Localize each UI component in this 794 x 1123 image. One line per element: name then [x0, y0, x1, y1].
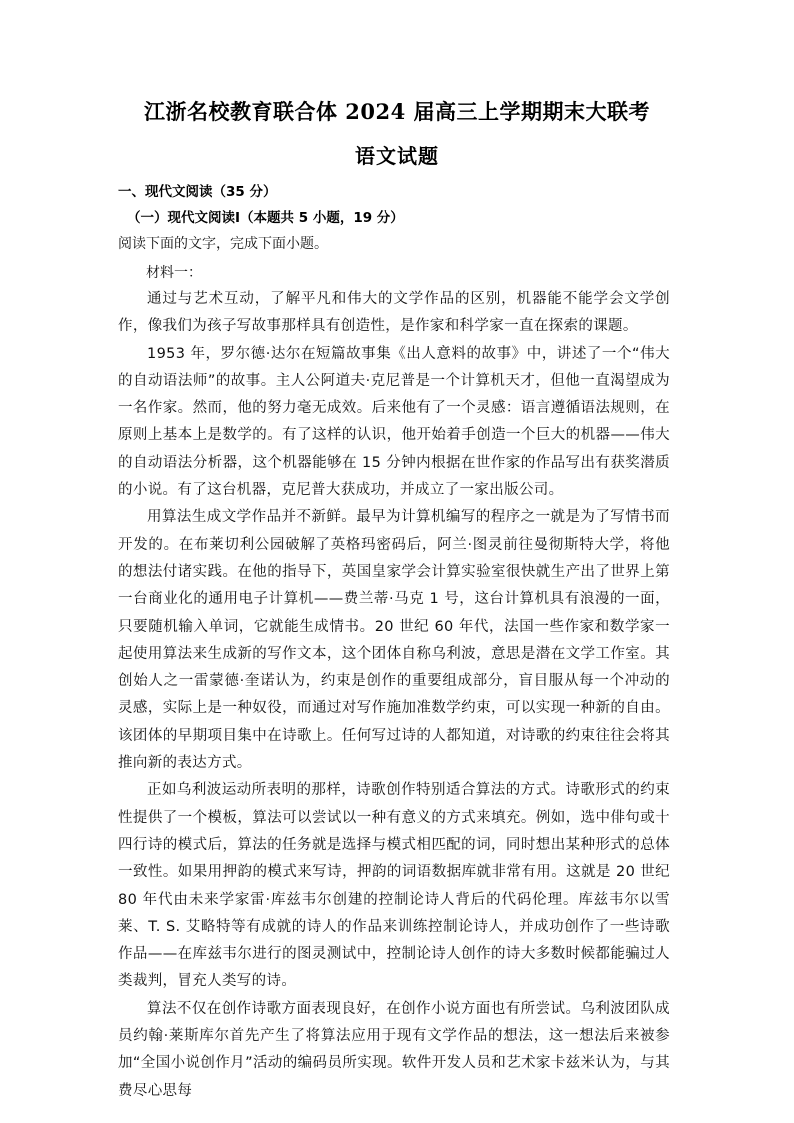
material-label: 材料一： — [146, 265, 202, 281]
document-title: 江浙名校教育联合体 2024 届高三上学期期末大联考 — [143, 99, 651, 124]
paragraph: 算法不仅在创作诗歌方面表现良好，在创作小说方面也有所尝试。乌利波团队成员约翰·莱斯库尔首先产生了将算法应用于现有文学作品的想法，这一想法后来被参加“全国小说创作月”活动的编码员所实现。软件开发人员和艺术家卡兹米认为，与其费尽心思每 — [118, 1000, 670, 1099]
document-subtitle: 语文试题 — [355, 144, 439, 168]
paragraph: 1953 年，罗尔德·达尔在短篇故事集《出人意料的故事》中，讲述了一个“伟大的自动语法师”的故事。主人公阿道夫·克尼普是一个计算机天才，但他一直渴望成为一名作家。然而，他的努力毫无成效。后来他有了一个灵感：语言遵循语法规则，在原则上基本上是数学的。有了这样的认识，他开始着手创造一个巨大的机器——伟大的自动语法分析器，这个机器能够在 15 分钟内根据在世作家的作品写出有获奖潜质的小说。有了这台机器，克尼普大获成功，并成立了一家出版公司。 — [118, 345, 670, 499]
passage-body — [118, 286, 670, 1105]
paragraph: 通过与艺术互动，了解平凡和伟大的文学作品的区别，机器能不能学会文学创作，像我们为孩子写故事那样具有创造性，是作家和科学家一直在探索的课题。 — [118, 291, 670, 335]
paragraph: 用算法生成文学作品并不新鲜。最早为计算机编写的程序之一就是为了写情书而开发的。在布莱切利公园破解了英格玛密码后，阿兰·图灵前往曼彻斯特大学，将他的想法付诸实践。在他的指导下，英国皇家学会计算实验室很快就生产出了世界上第一台商业化的通用电子计算机——费兰蒂·马克 1 号，这台计算机具有浪漫的一面，只要随机输入单词，它就能生成情书。20 世纪 60 年代，法国一些作家和数学家一起使用算法来生成新的写作文本，这个团体自称乌利波，意思是潜在文学工作室。其创始人之一雷蒙德·奎诺认为，约束是创作的重要组成部分，盲目服从每一个冲动的灵感，实际上是一种奴役，而通过对写作施加准数学约束，可以实现一种新的自由。该团体的早期项目集中在诗歌上。任何写过诗的人都知道，对诗歌的约束往往会将其推向新的表达方式。 — [118, 509, 670, 772]
reading-instruction: 阅读下面的文字，完成下面小题。 — [118, 236, 328, 252]
subsection-heading: （一）现代文阅读Ⅰ（本题共 5 小题，19 分） — [127, 210, 404, 226]
paragraph: 正如乌利波运动所表明的那样，诗歌创作特别适合算法的方式。诗歌形式的约束性提供了一个模板，算法可以尝试以一种有意义的方式来填充。例如，选中俳句或十四行诗的模式后，算法的任务就是选择与模式相匹配的词，同时想出某种形式的总体一致性。如果用押韵的模式来写诗，押韵的词语数据库就非常有用。这就是 20 世纪 80 年代由未来学家雷·库兹韦尔创建的控制论诗人背后的代码伦理。库兹韦尔以雪莱、T. S. 艾略特等有成就的诗人的作品来训练控制论诗人，并成功创作了一些诗歌作品——在库兹韦尔进行的图灵测试中，控制论诗人创作的诗大多数时候都能骗过人类裁判，冒充人类写的诗。 — [118, 782, 670, 990]
section-heading: 一、现代文阅读（35 分） — [118, 184, 277, 200]
